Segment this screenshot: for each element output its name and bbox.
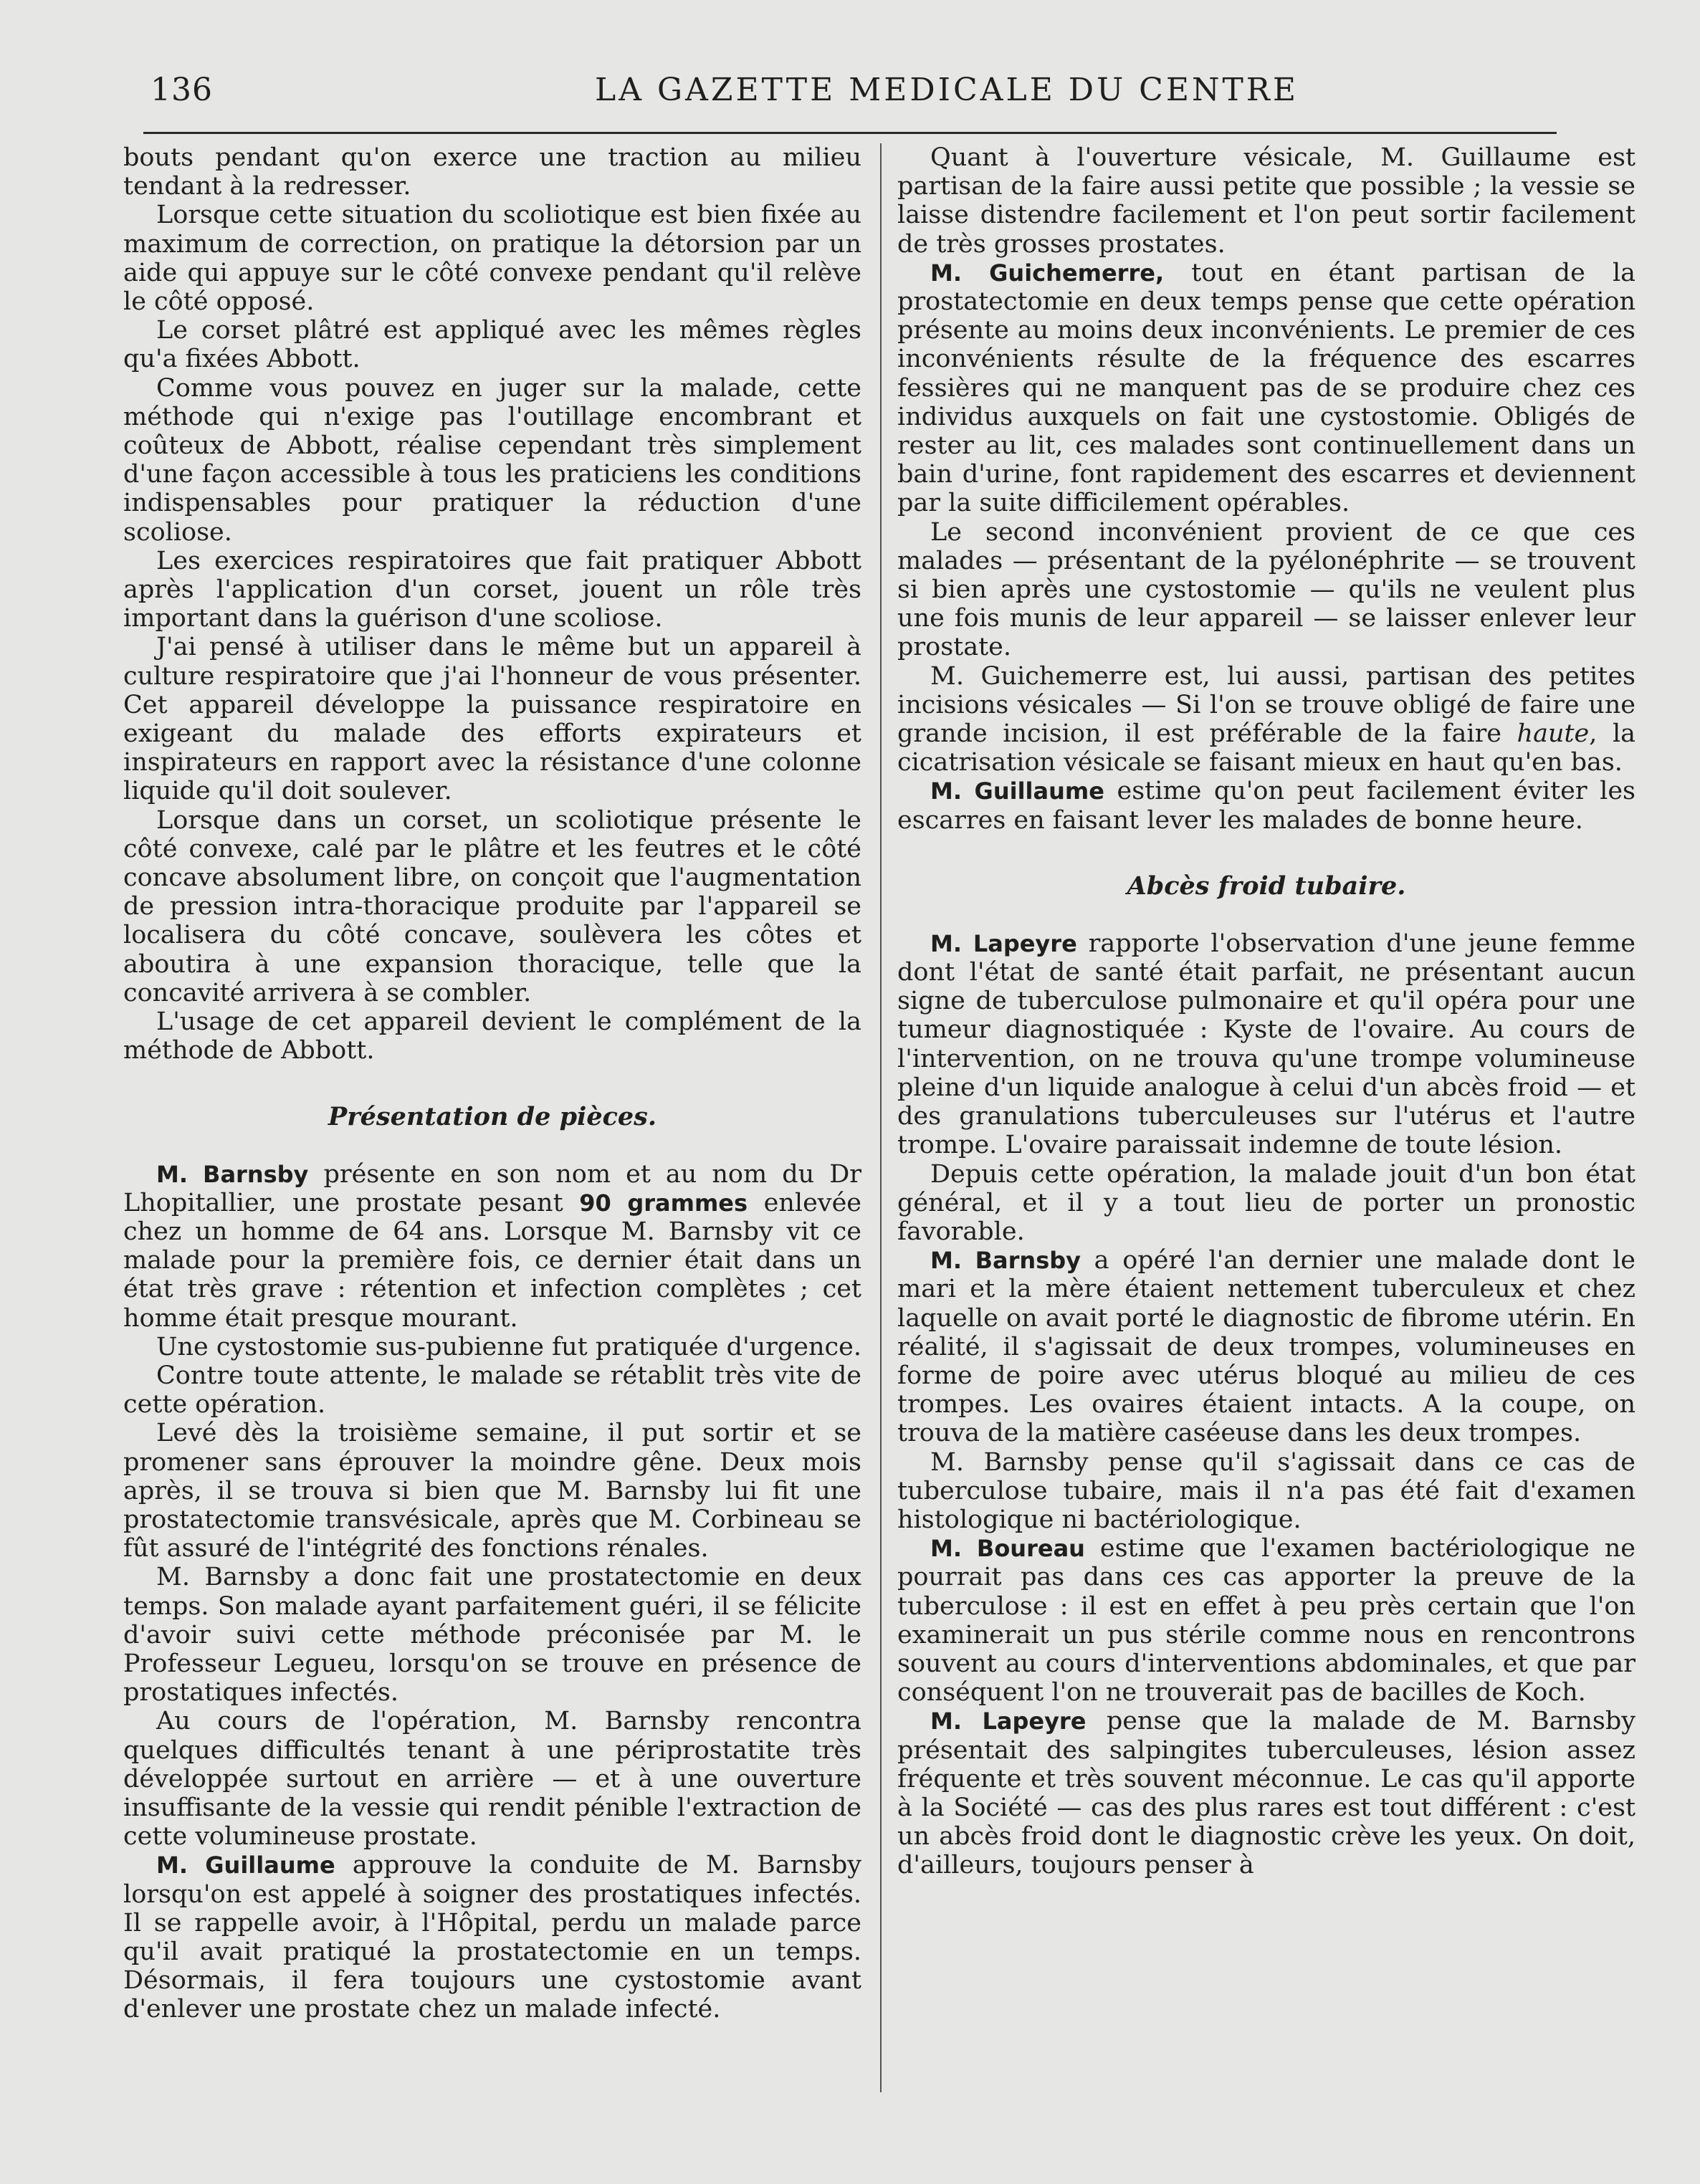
prostate-weight: 90 grammes bbox=[579, 1189, 748, 1217]
paragraph bbox=[897, 1246, 1635, 1447]
italic-word: haute bbox=[1517, 719, 1590, 749]
paragraph-text: enlevée chez un homme de 64 ans. Lorsque M. Barnsby vit ce malade pour la première fois, ce dernier était dans un état très grave : rétention et infection complètes ; cet homme était presque mourant. bbox=[123, 1188, 861, 1333]
paragraph bbox=[897, 1707, 1635, 1879]
paragraph: Levé dès la troisième semaine, il put sortir et se promener sans éprouver la moindre gêne. Deux mois après, il se trouva si bien que M. Barnsby lui fit une prostatectomie transvésicale, après que M. Corbineau se fût assuré de l'intégrité des fonctions rénales. bbox=[123, 1419, 861, 1563]
page-number: 136 bbox=[151, 72, 213, 108]
paragraph: M. Barnsby a donc fait une prostatectomie en deux temps. Son malade ayant parfaitement guéri, il se félicite d'avoir suivi cette méthode préconisée par M. le Professeur Legueu, lorsqu'on se trouve en présence de prostatiques infectés. bbox=[123, 1563, 861, 1708]
paragraph: Les exercices respiratoires que fait pratiquer Abbott après l'application d'un corset, jouent un rôle très important dans la guérison d'une scoliose. bbox=[123, 546, 861, 633]
speaker-name: M. Lapeyre bbox=[930, 929, 1077, 957]
section-title: Abcès froid tubaire. bbox=[1127, 871, 1406, 901]
paragraph: bouts pendant qu'on exerce une traction au milieu tendant à la redresser. bbox=[123, 143, 861, 201]
paragraph: Quant à l'ouverture vésicale, M. Guillaume est partisan de la faire aussi petite que possible ; la vessie se laisse distendre facilement et l'on peut sortir facilement de très grosses prostates. bbox=[897, 143, 1635, 259]
paragraph: Lorsque cette situation du scoliotique est bien fixée au maximum de correction, on pratique la détorsion par un aide qui appuye sur le côté convexe pendant qu'il relève le côté opposé. bbox=[123, 201, 861, 317]
left-column bbox=[123, 143, 861, 2135]
paragraph-text: , la cicatrisation vésicale se faisant mieux en haut qu'en bas. bbox=[897, 719, 1635, 777]
paragraph-text: estime qu'on peut facilement éviter les escarres en faisant lever les malades de bonne heure. bbox=[897, 777, 1635, 835]
speaker-name: M. Guichemerre, bbox=[930, 259, 1165, 287]
speaker-name: M. Guillaume bbox=[930, 777, 1104, 805]
paragraph: Une cystostomie sus-pubienne fut pratiquée d'urgence. bbox=[156, 1332, 861, 1361]
paragraph: Lorsque dans un corset, un scoliotique présente le côté convexe, calé par le plâtre et les feutres et le côté concave absolument libre, on conçoit que l'augmentation de pression intra-thoracique produite par l'appareil se localisera du côté concave, soulèvera les côtes et aboutira à une expansion thoracique, telle que la concavité arrivera à se combler. bbox=[123, 805, 861, 1007]
paragraph bbox=[897, 1534, 1635, 1707]
speaker-name: M. Lapeyre bbox=[930, 1708, 1087, 1735]
journal-title: LA GAZETTE MEDICALE DU CENTRE bbox=[595, 72, 1299, 108]
header-rule bbox=[143, 132, 1557, 134]
speaker-name: M. Boureau bbox=[930, 1535, 1085, 1563]
speaker-name: M. Barnsby bbox=[930, 1247, 1081, 1275]
paragraph: Au cours de l'opération, M. Barnsby rencontra quelques difficultés tenant à une périprostatite très développée surtout en arrière — et à une ouverture insuffisante de la vessie qui rendit pénible l'extraction de cette volumineuse prostate. bbox=[123, 1707, 861, 1852]
paragraph-text: estime que l'examen bactériologique ne pourrait pas dans ces cas apporter la preuve de la tuberculose : il est en effet à peu près certain que l'on examinerait un pus stérile comme nous en rencontrons souvent au cours d'interventions abdominales, et que par conséquent l'on ne trouverait pas de bacilles de Koch. bbox=[897, 1534, 1635, 1708]
paragraph bbox=[897, 777, 1635, 834]
paragraph-text: pense que la malade de M. Barnsby présentait des salpingites tuberculeuses, lésion assez fréquente et très souvent méconnue. Le cas qu'il apporte à la Société — cas des plus rares est tout différent : c'est un abcès froid dont le diagnostic crève les yeux. On doit, d'ailleurs, toujours penser à bbox=[897, 1707, 1635, 1880]
paragraph-text: rapporte l'observation d'une jeune femme dont l'état de santé était parfait, ne présentant aucun signe de tuberculose pulmonaire et qu'il opéra pour une tumeur diagnostiquée : Kyste de l'ovaire. Au cours de l'intervention, on ne trouva qu'une trompe volumineuse pleine d'un liquide analogue à celui d'un abcès froid — et des granulations tuberculeuses sur l'utérus et l'autre trompe. L'ovaire paraissait indemne de toute lésion. bbox=[897, 929, 1635, 1160]
paragraph: J'ai pensé à utiliser dans le même but un appareil à culture respiratoire que j'ai l'honneur de vous présenter. Cet appareil développe la puissance respiratoire en exigeant du malade des efforts expirateurs et inspirateurs en rapport avec la résistance d'une colonne liquide qu'il doit soulever. bbox=[123, 633, 861, 806]
section-title: Présentation de pièces. bbox=[328, 1101, 657, 1131]
right-column bbox=[897, 143, 1635, 2135]
paragraph bbox=[897, 662, 1635, 777]
paragraph bbox=[123, 1851, 861, 2023]
paragraph bbox=[897, 259, 1635, 518]
page-header bbox=[151, 69, 1577, 119]
paragraph: Comme vous pouvez en juger sur la malade, cette méthode qui n'exige pas l'outillage encombrant et coûteux de Abbott, réalise cependant très simplement d'une façon accessible à tous les praticiens les conditions indispensables pour pratiquer la réduction d'une scoliose. bbox=[123, 373, 861, 547]
paragraph-text: présente en son nom et au nom du Dr Lhopitallier, une prostate pesant bbox=[123, 1159, 861, 1217]
paragraph bbox=[123, 1160, 861, 1333]
paragraph: Le corset plâtré est appliqué avec les mêmes règles qu'a fixées Abbott. bbox=[123, 316, 861, 374]
paragraph-text: a opéré l'an dernier une malade dont le mari et la mère étaient nettement tuberculeux et chez laquelle on avait porté le diagnostic de fibrome utérin. En réalité, il s'agissait de deux trompes, volumineuses en forme de poire avec utérus bloqué au milieu de ces trompes. Les ovaires étaient intacts. A la coupe, on trouva de la matière caséeuse dans les deux trompes. bbox=[897, 1246, 1635, 1448]
paragraph: Le second inconvénient provient de ce que ces malades — présentant de la pyélonéphrite — se trouvent si bien après une cystostomie — qu'ils ne veulent plus une fois munis de leur appareil — se laisser enlever leur prostate. bbox=[897, 517, 1635, 662]
paragraph bbox=[897, 929, 1635, 1160]
paragraph-text: tout en étant partisan de la prostatectomie en deux temps pense que cette opération présente au moins deux inconvénients. Le premier de ces inconvénients résulte de la fréquence des escarres fessières qui ne manquent pas de se produire chez ces individus auxquels on fait une cystostomie. Obligés de rester au lit, ces malades sont continuellement dans un bain d'urine, font rapidement des escarres et deviennent par la suite difficilement opérables. bbox=[897, 258, 1635, 518]
speaker-name: M. Guillaume bbox=[156, 1852, 335, 1879]
paragraph-text: approuve la conduite de M. Barnsby lorsqu'on est appelé à soigner des prostatiques infectés. Il se rappelle avoir, à l'Hôpital, perdu un malade parce qu'il avait pratiqué la prostatectomie en un temps. Désormais, il fera toujours une cystostomie avant d'enlever une prostate chez un malade infecté. bbox=[123, 1851, 861, 2024]
paragraph-text: M. Guichemerre est, lui aussi, partisan des petites incisions vésicales — Si l'on se trouve obligé de faire une grande incision, il est préférable de la faire bbox=[897, 661, 1635, 749]
paragraph: Depuis cette opération, la malade jouit d'un bon état général, et il y a tout lieu de porter un pronostic favorable. bbox=[897, 1159, 1635, 1246]
paragraph: Contre toute attente, le malade se rétablit très vite de cette opération. bbox=[123, 1361, 861, 1419]
paragraph: M. Barnsby pense qu'il s'agissait dans ce cas de tuberculose tubaire, mais il n'a pas été fait d'examen histologique ni bactériologique. bbox=[897, 1447, 1635, 1534]
paragraph: L'usage de cet appareil devient le complément de la méthode de Abbott. bbox=[123, 1007, 861, 1065]
speaker-name: M. Barnsby bbox=[156, 1160, 309, 1188]
column-divider bbox=[880, 143, 882, 2092]
